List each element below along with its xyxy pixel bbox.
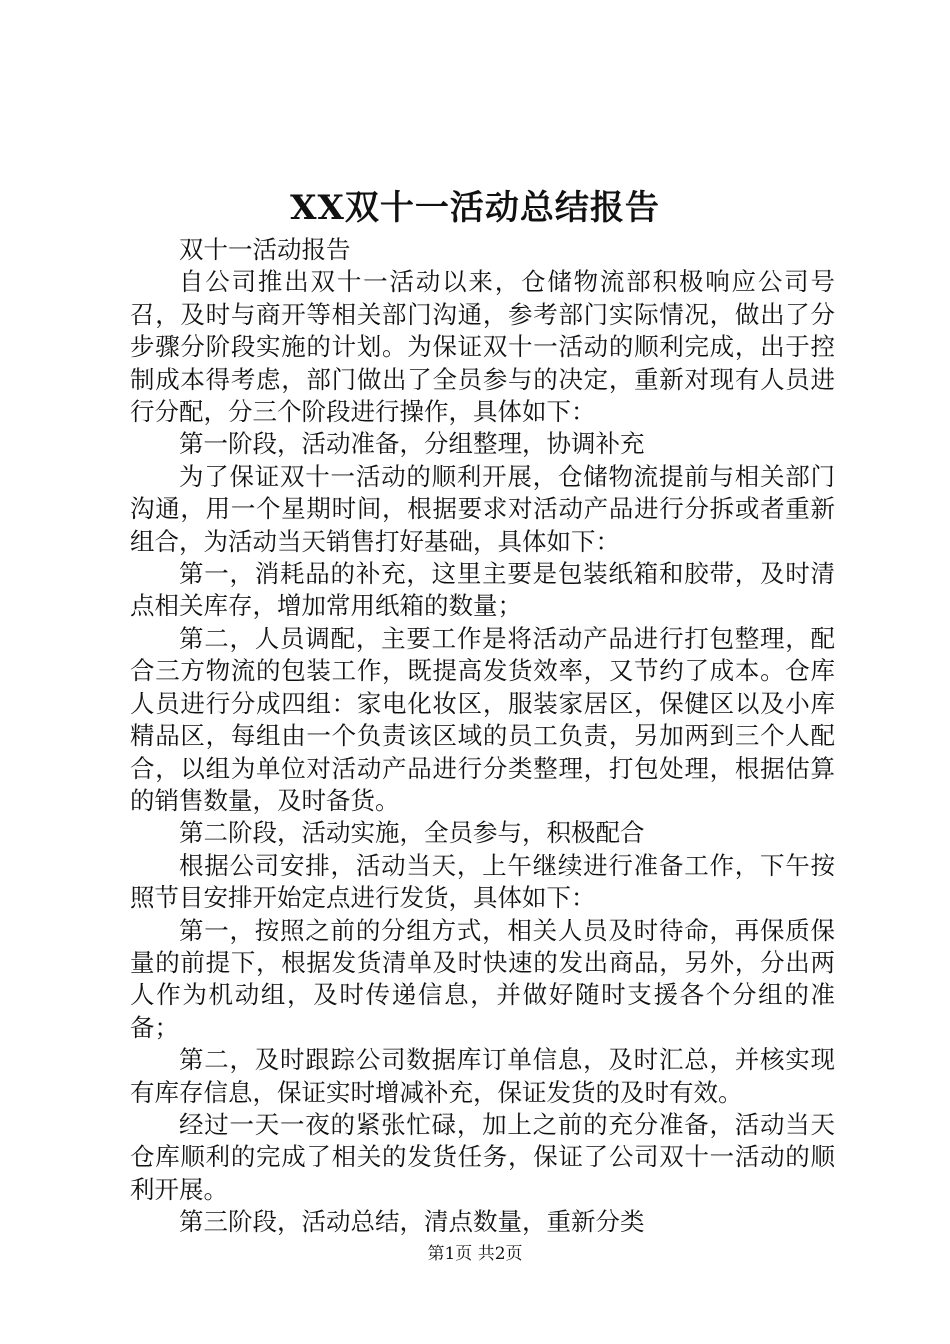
paragraph-stage-two-item-2: 第二，及时跟踪公司数据库订单信息，及时汇总，并核实现有库存信息，保证实时增减补充，保证发货的及时有效。 <box>130 1045 835 1107</box>
paragraph-stage-two-intro: 根据公司安排，活动当天，上午继续进行准备工作，下午按照节目安排开始定点进行发货，具体如下： <box>130 850 835 913</box>
paragraph-stage-three-heading: 第三阶段，活动总结，清点数量，重新分类 <box>179 1207 645 1237</box>
document-title: XX双十一活动总结报告 <box>290 188 660 228</box>
paragraph-stage-one-intro: 为了保证双十一活动的顺利开展，仓储物流提前与相关部门沟通，用一个星期时间，根据要求对活动产品进行分拆或者重新组合，为活动当天销售打好基础，具体如下： <box>130 461 835 556</box>
paragraph-subtitle: 双十一活动报告 <box>179 235 351 264</box>
paragraph-stage-one-item-1: 第一，消耗品的补充，这里主要是包装纸箱和胶带，及时清点相关库存，增加常用纸箱的数量； <box>130 559 835 621</box>
paragraph-intro: 自公司推出双十一活动以来，仓储物流部积极响应公司号召，及时与商开等相关部门沟通，参考部门实际情况，做出了分步骤分阶段实施的计划。为保证双十一活动的顺利完成，出于控制成本得考虑，部门做出了全员参与的决定，重新对现有人员进行分配，分三个阶段进行操作，具体如下： <box>130 267 835 427</box>
paragraph-stage-two-summary: 经过一天一夜的紧张忙碌，加上之前的充分准备，活动当天仓库顺利的完成了相关的发货任务，保证了公司双十一活动的顺利开展。 <box>130 1109 835 1204</box>
paragraph-stage-one-item-2: 第二，人员调配，主要工作是将活动产品进行打包整理，配合三方物流的包装工作，既提高发货效率，又节约了成本。仓库人员进行分成四组：家电化妆区，服装家居区，保健区以及小库精品区，每组由一个负责该区域的员工负责，另加两到三个人配合，以组为单位对活动产品进行分类整理，打包处理，根据估算的销售数量，及时备货。 <box>130 623 835 815</box>
paragraph-stage-two-item-1: 第一，按照之前的分组方式，相关人员及时待命，再保质保量的前提下，根据发货清单及时快速的发出商品，另外，分出两人作为机动组，及时传递信息，并做好随时支援各个分组的准备； <box>130 915 835 1042</box>
paragraph-stage-two-heading: 第二阶段，活动实施，全员参与，积极配合 <box>179 818 645 848</box>
page-footer: 第1页 共2页 <box>427 1244 523 1264</box>
document-body <box>130 234 835 1239</box>
paragraph-stage-one-heading: 第一阶段，活动准备，分组整理，协调补充 <box>179 429 645 459</box>
